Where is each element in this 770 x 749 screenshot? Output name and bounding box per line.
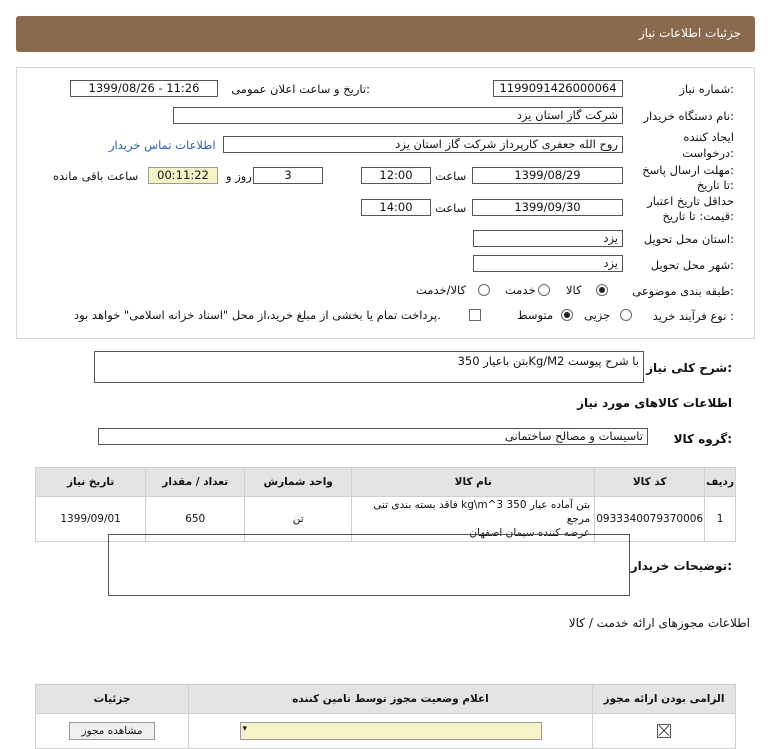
deadline-time-field: 12:00 xyxy=(361,167,431,184)
validity-time-label: ساعت xyxy=(435,201,467,215)
city-label: شهر محل تحویل: xyxy=(650,258,734,272)
cell-license-details xyxy=(36,714,189,749)
deadline-date-field: 1399/08/29 xyxy=(472,167,623,184)
cell-name-line1: بتن آماده عیار 350 kg\m^3 فاقد بسته بندی تنی مرجع xyxy=(373,499,591,525)
cell-row: 1 xyxy=(705,497,736,542)
category-radio-goods[interactable] xyxy=(596,284,608,296)
days-label: روز و xyxy=(226,169,252,183)
summary-field xyxy=(94,351,644,383)
process-option-minor: جزیی xyxy=(584,308,611,322)
validity-label-1: حداقل تاریخ اعتبار xyxy=(647,194,734,208)
creator-label-2: درخواست: xyxy=(682,146,734,160)
creator-label-1: ایجاد کننده xyxy=(683,130,734,144)
category-option-goods-service: کالا/خدمت xyxy=(416,283,467,297)
cell-date: 1399/09/01 xyxy=(36,497,146,542)
province-field: یزد xyxy=(473,230,623,247)
remaining-time-field: 00:11:22 xyxy=(148,167,218,184)
chevron-down-icon: ▾ xyxy=(242,724,248,734)
page-title: جزئیات اطلاعات نیاز xyxy=(638,26,741,40)
col-code: کد کالا xyxy=(595,468,705,497)
process-option-medium: متوسط xyxy=(517,308,554,322)
process-radio-minor[interactable] xyxy=(620,309,632,321)
table-row xyxy=(36,714,736,749)
buyer-notes-field xyxy=(108,534,630,596)
category-option-service: خدمت xyxy=(505,283,536,297)
process-label: نوع فرآیند خرید : xyxy=(652,309,734,323)
process-radio-medium[interactable] xyxy=(561,309,573,321)
deadline-label-2: تا تاریخ: xyxy=(696,178,734,192)
licenses-title: اطلاعات مجوزهای ارائه خدمت / کالا xyxy=(568,616,750,630)
validity-date-field: 1399/09/30 xyxy=(472,199,623,216)
category-radio-goods-service[interactable] xyxy=(478,284,490,296)
buyer-notes-label: توضیحات خریدار: xyxy=(630,559,732,573)
need-number-field: 1199091426000064 xyxy=(493,80,623,97)
validity-time-field: 14:00 xyxy=(361,199,431,216)
col-license-status: اعلام وضعیت مجوز توسط تامین کننده xyxy=(189,685,593,714)
treasury-payment-note: پرداخت تمام یا بخشی از مبلغ خرید،از محل "اسناد خزانه اسلامی" خواهد بود. xyxy=(74,308,441,322)
licenses-table xyxy=(35,684,736,749)
checkbox-checked-icon[interactable] xyxy=(657,724,671,738)
announce-field: 1399/08/26 - 11:26 xyxy=(70,80,218,97)
treasury-payment-checkbox[interactable] xyxy=(469,309,481,321)
page-header xyxy=(16,16,755,52)
col-name: نام کالا xyxy=(352,468,595,497)
goods-group-label: گروه کالا: xyxy=(673,432,732,446)
col-license-required: الزامی بودن ارائه مجوز xyxy=(593,685,736,714)
buyer-org-label: نام دستگاه خریدار: xyxy=(643,109,734,123)
license-status-select[interactable] xyxy=(240,722,542,740)
contact-info-link[interactable]: اطلاعات تماس خریدار xyxy=(109,138,216,152)
licenses-table-header xyxy=(36,685,736,714)
view-license-button[interactable]: مشاهده مجوز xyxy=(69,722,156,740)
col-qty: تعداد / مقدار xyxy=(146,468,245,497)
creator-field: روح الله جعفری کارپرداز شرکت گاز استان یزد xyxy=(223,136,623,153)
goods-group-field: تاسیسات و مصالح ساختمانی xyxy=(98,428,648,445)
category-label: طبقه بندی موضوعی: xyxy=(632,284,734,298)
cell-unit: تن xyxy=(245,497,352,542)
col-unit: واحد شمارش xyxy=(245,468,352,497)
announce-label: تاریخ و ساعت اعلان عمومی: xyxy=(231,82,370,96)
goods-table xyxy=(35,467,736,542)
summary-label: شرح کلی نیاز: xyxy=(646,361,732,375)
cell-license-required xyxy=(593,714,736,749)
validity-label-2: قیمت: تا تاریخ: xyxy=(662,209,734,223)
col-license-details: جزئیات xyxy=(36,685,189,714)
cell-code: 0933340079370006 xyxy=(595,497,705,542)
buyer-org-field: شرکت گاز استان یزد xyxy=(173,107,623,124)
deadline-label-1: مهلت ارسال پاسخ: xyxy=(642,163,734,177)
deadline-time-label: ساعت xyxy=(435,169,467,183)
need-number-label: شماره نیاز: xyxy=(679,82,734,96)
city-field: یزد xyxy=(473,255,623,272)
need-details-panel xyxy=(16,67,755,339)
remaining-label: ساعت باقی مانده xyxy=(53,169,139,183)
days-field: 3 xyxy=(253,167,323,184)
category-radio-service[interactable] xyxy=(538,284,550,296)
goods-table-header xyxy=(36,468,736,497)
goods-info-title: اطلاعات کالاهای مورد نیاز xyxy=(577,396,732,410)
col-date: تاریخ نیاز xyxy=(36,468,146,497)
cell-qty: 650 xyxy=(146,497,245,542)
summary-text: بتن باعیار 350Kg/M2 با شرح پیوست xyxy=(457,354,639,368)
col-row: ردیف xyxy=(705,468,736,497)
cell-name-line2: عرضه کننده سیمان اصفهان xyxy=(469,527,591,539)
cell-license-status xyxy=(189,714,593,749)
province-label: استان محل تحویل: xyxy=(643,232,734,246)
category-option-goods: کالا xyxy=(566,283,582,297)
